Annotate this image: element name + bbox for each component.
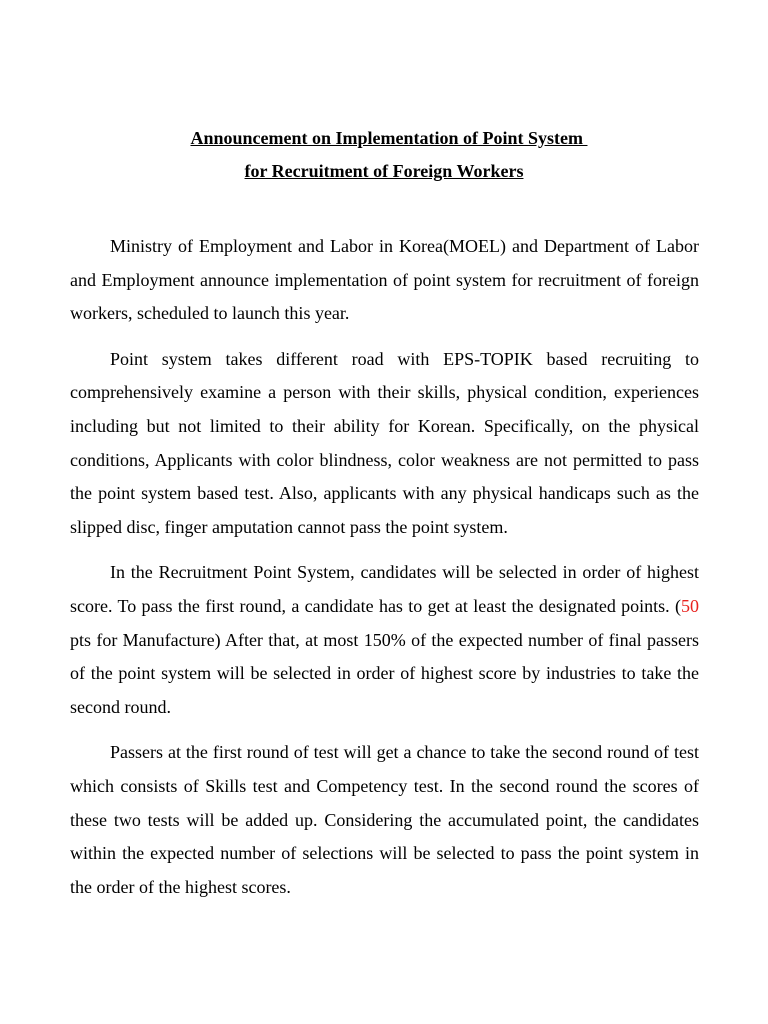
paragraph-3 bbox=[70, 556, 699, 724]
paragraph-1: Ministry of Employment and Labor in Korea(MOEL) and Department of Labor and Employment announce implementation of point system for recruitment of foreign workers, scheduled to launch this year. bbox=[70, 236, 699, 324]
paragraph-4: Passers at the first round of test will get a chance to take the second round of test which consists of Skills test and Competency test. In the second round the scores of these two tests will be added up. Considering the accumulated point, the candidates within the expected number of selections will be selected to pass the point system in the order of the highest scores. bbox=[70, 742, 699, 897]
paragraph-3-text-before: In the Recruitment Point System, candidates will be selected in order of highest score. To pass the first round, a candidate has to get at least the designated points. ( bbox=[70, 562, 699, 616]
highlighted-points-value: 50 bbox=[681, 595, 699, 616]
document-body bbox=[70, 230, 699, 916]
title-line-2: for Recruitment of Foreign Workers bbox=[244, 161, 524, 181]
paragraph-3-text-after: pts for Manufacture) After that, at most 150% of the expected number of final passers of the point system will be selected in order of highest score by industries to take the second round. bbox=[70, 629, 699, 717]
document-title bbox=[0, 122, 768, 188]
paragraph-2: Point system takes different road with EPS-TOPIK based recruiting to comprehensively examine a person with their skills, physical condition, experiences including but not limited to their ability for Korean. Specifically, on the physical conditions, Applicants with color blindness, color weakness are not permitted to pass the point system based test. Also, applicants with any physical handicaps such as the slipped disc, finger amputation cannot pass the point system. bbox=[70, 348, 699, 537]
title-line-1: Announcement on Implementation of Point System bbox=[190, 128, 588, 148]
